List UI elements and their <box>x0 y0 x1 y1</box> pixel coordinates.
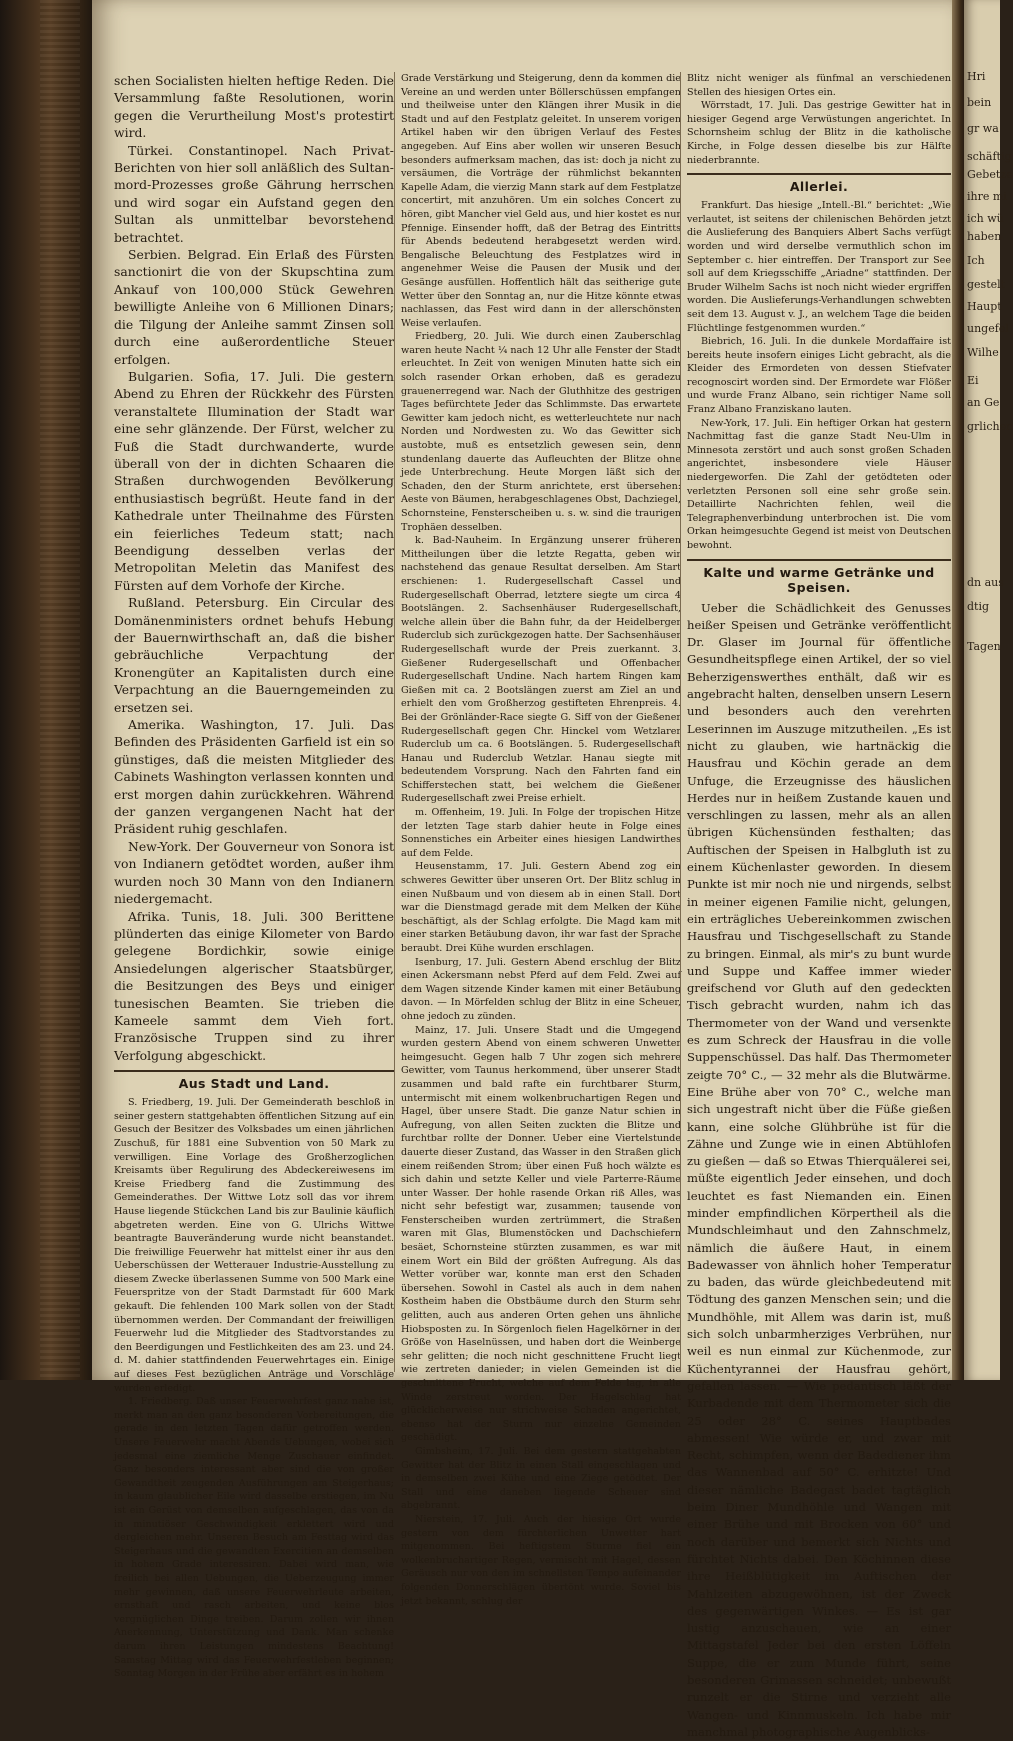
newspaper-page <box>92 0 964 1739</box>
adjacent-fragment: gestelt <box>967 278 1006 291</box>
adjacent-fragment: Tagen <box>967 640 1001 653</box>
article-gimbsheim: Gimbsheim, 17. Juli. Bei dem gestern stattgehabten Gewitter hat der Blitz in einen Stall eingeschlagen und in demselben zwei Kühe und eine Ziege getödtet. Der Stall und eine daneben liegende Scheuer sind abgebrannt. <box>401 1445 681 1512</box>
adjacent-fragment: haben <box>967 230 1002 243</box>
column-right <box>680 72 951 1739</box>
article-heusenstamm: Heusenstamm, 17. Juli. Gestern Abend zog ein schweres Gewitter über unseren Ort. Der Blitz schlug in einen Nußbaum und von diesem ab in einen Stall. Dort war die Dienstmagd gerade mit dem Melken der Kühe beschäftigt, als der Schlag erfolgte. Die Magd kam mit einer starken Betäubung davon, ihr war fast der Sprache beraubt. Drei Kühe wurden erschlagen. <box>401 861 681 954</box>
article-new-york-storm: New-York, 17. Juli. Ein heftiger Orkan hat gestern Nachmittag fast die ganze Stadt Neu-Ulm in Minnesota zerstört und auch sonst großen Schaden angerichtet, insbesondere viele Häuser niedergeworfen. Die Zahl der getödteten oder verletzten Personen soll eine sehr große sein. Detaillirte Nachrichten fehlen, weil die Telegraphenverbindung unterbrochen ist. Die vom Orkan heimgesuchte Gegend ist meist von Deutschen bewohnt. <box>687 417 951 551</box>
section-heading-allerlei: Allerlei. <box>687 173 951 194</box>
article-mainz: Mainz, 17. Juli. Unsere Stadt und die Umgegend wurden gestern Abend von einem schweren Unwetter heimgesucht. Gegen halb 7 Uhr zogen sich mehrere Gewitter, vom Taunus herkommend, über unserer Stadt zusammen und bald rafte ein furchtbarer Sturm, untermischt mit einem wolkenbruchartigen Regen und Hagel, über unsere Stadt. Die ganze Natur schien in Aufregung, von allen Seiten zuckten die Blitze und furchtbar rollte der Donner. Ueber eine Viertelstunde dauerte dieser Zustand, das Wasser in den Straßen glich einem reißenden Strom; über einen Fuß hoch wälzte es sich dahin und setzte Keller und viele Parterre-Räume unter Wasser. Der hohle rasende Orkan riß Alles, was nicht sehr befestigt war, zusammen; tausende von Fensterscheiben wurden zertrümmert, die Straßen waren mit Glas, Blumenstöcken und Dachschiefern besäet, Schornsteine stürzten zusammen, es war mit einem Wort ein Bild der größten Aufregung. Als das Wetter vorüber war, konnte man erst den Schaden übersehen. Sowohl in Castel als auch in dem nahen Kostheim haben die Obstbäume durch den Sturm sehr gelitten, auch aus anderen Orten gehen uns ähnliche Hiobsposten zu. In Sörgenloch fielen Hagelkörner in der Größe von Haselnüssen, und haben dort die Weinberge sehr gelitten; die noch nicht geschnittene Frucht liegt wie zertreten danieder; in vielen Gemeinden ist die geschnittene Frucht, welche auf dem Felde lag, in alle Winde zerstreut worden. Der Hagelschlag hat glücklicherweise nur strichweise Schaden angerichtet, ebenso hat der Sturm nur einzelne Gemeinden geschädigt. <box>401 1024 681 1444</box>
adjacent-fragment: grlichen <box>967 420 1013 433</box>
adjacent-fragment: Haupt <box>967 300 1002 313</box>
article-isenburg: Isenburg, 17. Juli. Gestern Abend erschlug der Blitz einen Ackersmann nebst Pferd auf dem Feld. Zwei auf dem Wagen sitzende Kinder kamen mit einer Betäubung davon. — In Mörfelden schlug der Blitz in eine Scheuer, ohne jedoch zu zünden. <box>401 956 681 1022</box>
article-new-york: New-York. Der Gouverneur von Sonora ist von Indianern getödtet worden, außer ihm wurden noch 30 Mann von den Indianern niedergemacht. <box>114 838 394 907</box>
article-turkey: Türkei. Constantinopel. Nach Privat-Berichten von hier soll anläßlich des Sultan-mord-Prozesses große Gährung herrschen und wird sogar ein Aufstand gegen den Sultan als unmittelbar bevorstehend betrachtet. <box>114 142 394 245</box>
adjacent-fragment: bein <box>967 96 992 109</box>
section-heading-getraenke: Kalte und warme Getränke und Speisen. <box>687 559 951 595</box>
article-nierstein: Nierstein, 17. Juli. Auch der hiesige Ort wurde gestern von dem fürchterlichen Unwetter hart mitgenommen. Bei heftigstem Sturme fiel ein wolkenbruchartiger Regen, vermischt mit Hagel, dessen Geräusch nur von den im schnellsten Tempo aufeinander folgenden Donnerschlägen übertönt wurde. Soviel bis jetzt bekannt, schlug der <box>401 1513 681 1607</box>
article-woerrstadt: Wörrstadt, 17. Juli. Das gestrige Gewitter hat in hiesiger Gegend arge Verwüstungen angerichtet. In Schornsheim schlug der Blitz in die katholische Kirche, in Folge dessen dieselbe bis zur Hälfte niederbrannte. <box>687 100 951 166</box>
article-russia: Rußland. Petersburg. Ein Circular des Domänenministers ordnet behufs Hebung der Bauernwirthschaft an, daß die bisher gebräuchliche Verpachtung der Kronengüter an Kapitalisten durch eine Verpachtung an die Bauerngemeinden zu ersetzen sei. <box>114 595 394 715</box>
adjacent-fragment: schäftig <box>967 150 1012 163</box>
section-heading-stadt-und-land: Aus Stadt und Land. <box>114 1070 394 1091</box>
article-biebrich: Biebrich, 16. Juli. In die dunkele Mordaffaire ist bereits heute insofern einiges Licht gebracht, als die Kleider des Ermordeten von dessen Stiefvater recognoscirt worden sind. Der Ermordete war Flößer und wurde Franz Albano, sein richtiger Name soll Franz Albano Franziskano lauten. <box>687 336 951 416</box>
article-america: Amerika. Washington, 17. Juli. Das Befinden des Präsidenten Garfield ist ein so günstiges, daß die meisten Mitglieder des Cabinets Washington verlassen konnten und erst morgen dahin zurückkehren. Während der ganzen vergangenen Nacht hat der Präsident ruhig geschlafen. <box>114 717 394 837</box>
adjacent-fragment: an Ge <box>967 396 1000 409</box>
adjacent-fragment: gr wa <box>967 122 999 135</box>
article-friedberg-storm: Friedberg, 20. Juli. Wie durch einen Zauberschlag waren heute Nacht ¼ nach 12 Uhr alle Fenster der Stadt erleuchtet. In Zeit von wenigen Minuten hatte sich ein solch rasender Orkan erhoben, daß es geradezu grauenerregend war. Nach der Gluthhitze des gestrigen Tages befürchtete Jeder das Schlimmste. Das erwartete Gewitter kam jedoch nicht, es wetterleuchtete nur nach Norden und Nordwesten zu. Wo das Gewitter sich austobte, muß es entsetzlich gewesen sein, denn stundenlang dauerte das Aufleuchten der Blitze ohne jede Unterbrechung. Heute Morgen läßt sich der Schaden, den der Sturm anrichtete, erst übersehen: Aeste von Bäumen, herabgeschlagenes Obst, Dachziegel, Schornsteine, Fensterscheiben u. s. w. sind die traurigen Trophäen desselben. <box>401 331 681 533</box>
article-africa: Afrika. Tunis, 18. Juli. 300 Berittene plünderten das einige Kilometer von Bardo gelegene Bordichkir, sowie einige Ansiedelungen algerischer Staatsbürger, die Besitzungen des Beys und einiger tunesischen Beamten. Sie trieben die Kameele sammt dem Vieh fort. Französische Truppen sind zu ihrer Verfolgung abgeschickt. <box>114 908 394 1063</box>
article-offenheim: m. Offenheim, 19. Juli. In Folge der tropischen Hitze der letzten Tage starb dahier heute in Folge eines Sonnenstiches ein Arbeiter eines hiesigen Landwirthes auf dem Felde. <box>401 807 681 859</box>
article-friedberg-council: S. Friedberg, 19. Juli. Der Gemeinderath beschloß in seiner gestern stattgehabten öffentlichen Sitzung auf ein Gesuch der Besitzer des Volksbades um einen jährlichen Zuschuß, für 1881 eine Subvention von 50 Mark zu verwilligen. Eine Vorlage des Großherzoglichen Kreisamts über Regulirung des Abdeckereiwesens im Kreise Friedberg fand die Zustimmung des Gemeinderathes. Der Wittwe Lotz soll das vor ihrem Hause liegende Stückchen Land bis zur Baulinie käuflich abgetreten werden. Eine von G. Ulrichs Wittwe beantragte Bauveränderung wurde nicht beanstandet. Die freiwillige Feuerwehr hat mittelst einer ihr aus den Ueberschüssen der Wetterauer Industrie-Ausstellung zu diesem Zwecke überlassenen Summe von 500 Mark eine Feuerspritze von der Stadt Darmstadt für 600 Mark gekauft. Die fehlenden 100 Mark sollen von der Stadt übernommen werden. Der Commandant der freiwilligen Feuerwehr lud die Mitglieder des Stadtvorstandes zu den Beerdigungen und Festlichkeiten des am 23. und 24. d. M. dahier stattfindenden Feuerwehrtages ein. Einige auf dieses Fest bezüglichen Anträge und Vorschläge wurden erledigt. <box>114 1097 394 1394</box>
article-friedberg-fire-brigade: 1. Friedberg. Daß unser Feuerwehrfest ganz nahe ist, merkt man an den ganz besonderen Vorbereitungen, die gerade in den letzten Tagen dafür getroffen werden. Unsere Feuerwehr macht Abends Uebungen, wobei sich jedesmal eine ziemliche Menge Zuschauer einfindet. Ganz besonders interessant aber sind die von großer Gewandtheit zeugenden Ausführungen am Steigerhaus; in kaum glaublicher Eile wird dasselbe erstiegen, im Nu ist ein Gerüst von demselben aufgeschlagen, das von da in minutiöser Geschwindigkeit erklettert wird und dergleichen mehr. Unseren Besuch am Festtag wird das Steigerhaus und die gewandten Exercitien an demselben in hohem Grade interessiren. Dabei wird man, wie freilich bei allen Uebungen, die Ueberzeugung immer mehr gewinnen, daß unsere Feuerwehrleute arbeiten, ernsthaft und rasch arbeiten, und keine blos vergnüglichen Dinge treiben. Darum zollen wir ihnen Anerkennung, Unterstützung und Dank. Man schenke darum ihren Leistungen mindestens Beachtung! Samstag Mittag wird das Feuerwehrfestleben beginnen; Sonntag Morgen in der Frühe aber erfährt es in hohem <box>114 1396 394 1680</box>
adjacent-fragment: Ei <box>967 374 979 387</box>
adjacent-fragment: Wilhe <box>967 346 999 359</box>
column-left <box>114 72 394 1680</box>
article-bad-nauheim-regatta: k. Bad-Nauheim. In Ergänzung unserer früheren Mittheilungen über die letzte Regatta, geben wir nachstehend das genaue Resultat derselben. Am Start erschienen: 1. Rudergesellschaft Cassel und Rudergesellschaft Oberrad, letztere siegte um circa 4 Bootslängen. 2. Sachsenhäuser Rudergesellschaft, welche allein über die Bahn fuhr, da der Heidelberger Ruderclub sich zurückgezogen hatte. Der Sachsenhäuser Rudergesellschaft wurde der Preis zuerkannt. 3. Gießener Rudergesellschaft und Offenbacher Rudergesellschaft Undine. Nach hartem Ringen kam Gießen mit ca. 2 Bootslängen zuerst am Ziel an und erhielt den vom Großherzog gestifteten Ehrenpreis. 4. Bei der Grönländer-Race siegte G. Siff von der Gießener Rudergesellschaft gegen Chr. Hinckel vom Wetzlarer Ruderclub um ca. 6 Bootslängen. 5. Rudergesellschaft Hanau und Ruderclub Wetzlar. Hanau siegte mit bedeutendem Vorsprung. Nach den Fahrten fand ein Schifferstechen statt, bei welchem die Gießener Rudergesellschaft zwei Preise erhielt. <box>401 535 681 805</box>
adjacent-fragment: ich wü <box>967 212 1004 225</box>
article-serbia: Serbien. Belgrad. Ein Erlaß des Fürsten sanctionirt die von der Skupschtina zum Ankauf von 100,000 Stück Gewehren bewilligte Anleihe von 6 Millionen Dinars; die Tilgung der Anleihe sammt Zinsen soll durch eine außerordentliche Steuer erfolgen. <box>114 247 394 367</box>
adjacent-page-edge <box>964 0 1013 1380</box>
article-fest-continued: Grade Verstärkung und Steigerung, denn da kommen die Vereine an und werden unter Böllerschüssen empfangen und theilweise unter den Klängen ihrer Musik in die Stadt und auf den Festplatz geleitet. In unserem vorigen Artikel haben wir den übrigen Verlauf des Festes angegeben. Auf Eins aber wollen wir unseren Besuch besonders aufmerksam machen, das ist: doch ja nicht zu versäumen, die Vorträge der rühmlichst bekannten Kapelle Adam, die vierzig Mann stark auf dem Festplatze concertirt, mit anzuhören. Um ein solches Concert zu hören, gibt Mancher viel Geld aus, und hier kostet es nur Pfennige. Einsender hofft, daß der Betrag des Eintritts für Abends bedeutend herabgesetzt werden wird. Bengalische Beleuchtung des Festplatzes wird in angenehmer Weise die Pausen der Musik und der Gesänge ausfüllen. Hoffentlich hält das seitherige gute Wetter über den Sonntag an, nur die Hitze könnte etwas nachlassen, das Fest wird dann in der allerschönsten Weise verlaufen. <box>401 73 681 329</box>
adjacent-fragment: ihre mi <box>967 190 1007 203</box>
column-middle <box>394 72 681 1607</box>
adjacent-fragment: Hri <box>967 70 986 83</box>
article-hot-food: Ueber die Schädlichkeit des Genusses heißer Speisen und Getränke veröffentlicht Dr. Glaser im Journal für öffentliche Gesundheitspflege einen Artikel, der so viel Beherzigenswerthes enthält, daß wir es angebracht halten, denselben unsern Lesern und besonders auch den verehrten Leserinnen im Auszuge mitzutheilen. „Es ist nicht zu glauben, wie hartnäckig die Hausfrau und Köchin gerade an dem Unfuge, die Erzeugnisse des häuslichen Herdes nur in heißem Zustande kauen und verschlingen zu lassen, mehr als an allen übrigen Küchensünden festhalten; das Auftischen der Speisen in Halbgluth ist zu einem Küchenlaster geworden. In diesem Punkte ist mir noch nie und nirgends, selbst in meiner eigenen Familie nicht, gelungen, ein erträgliches Uebereinkommen zwischen Hausfrau und Tischgesellschaft zu Stande zu bringen. Einmal, als mir's zu bunt wurde und Suppe und Kaffee immer wieder greifschend vor Gluth auf den gedeckten Tisch gebracht wurden, nahm ich das Thermometer von der Wand und versenkte es zum Schreck der Hausfrau in die volle Suppenschüssel. Das half. Das Thermometer zeigte 70° C., — 32 mehr als die Blutwärme. Eine Brühe aber von 70° C., welche man sich ungestraft nicht über die Füße gießen kann, eine solche Glühbrühe ist für die Zähne und Zunge wie in einen Abtühlofen zu gießen — daß so Etwas Thierquälerei sei, müßte eigentlich Jeder einsehen, und doch leuchtet es fast Niemanden ein. Einen minder empfindlichen Körpertheil als die Mundschleimhaut und den Zahnschmelz, nämlich die äußere Haut, in einem Badewasser von ähnlich hoher Temperatur zu baden, das würde gleichbedeutend mit Tödtung des ganzen Menschen sein; und die Mundhöhle, mit Allem was darin ist, muß sich solch unbarmherziges Verbrühen, nur weil es nun einmal zur Küchenmode, zur Küchentyrannei der Hausfrau gehört, gefallen lassen. — Wie pedantisch läßt der Kurbadende mit dem Thermometer sich die 25 oder 28° C. seines Hauptbades abmessen! Wie würde er, und zwar mit Recht, schimpfen, wenn der Badediener ihm das Wannenbad auf 50° C. erhitzte! Und dieser nämliche Badegast badet tagtäglich beim Diner Mundhöhle und Wangen mit einer Brühe und mit Brocken von 60° und noch darüber und bemerkt sich Nichts und fürchtet Nichts dabei. Den Köchinnen diese ihre Heißblütigkeit im Auftischen der Mahlzeiten abzugewöhnen, ist der Zweck des gegenwärtigen Winkes. — Es ist gar lustig anzuschauen, wie an einer Mittagstafel Jeder bei den ersten Löffeln Suppe, die er zum Munde führt, seine besonderen Grimassen schneidet; unbewußt runzelt er die Stirne und verzieht alle Wangen- und Kinnmuskeln. Ich habe mir manchmal photographische Augenblicks- <box>687 600 951 1739</box>
adjacent-fragment: Ich <box>967 254 985 267</box>
article-bulgaria: Bulgarien. Sofia, 17. Juli. Die gestern Abend zu Ehren der Rückkehr des Fürsten veranstaltete Illumination der Stadt war eine sehr glänzende. Der Fürst, welcher zu Fuß die Stadt durchwanderte, wurde überall von der in dichten Schaaren die Straßen durchwogenden Bevölkerung enthusiastisch begrüßt. Heute fand in der Kathedrale unter Theilnahme des Fürsten ein feierliches Tedeum statt; nach Beendigung desselben verlas der Metropolitan Meletin das Manifest des Fürsten auf dem Vorhofe der Kirche. <box>114 368 394 593</box>
adjacent-fragment: ungefel <box>967 322 1009 335</box>
article-socialists: schen Socialisten hielten heftige Reden. Die Versammlung faßte Resolutionen, worin gegen die Verurtheilung Most's protestirt wird. <box>114 73 394 141</box>
article-nierstein-continued: Blitz nicht weniger als fünfmal an verschiedenen Stellen des hiesigen Ortes ein. <box>687 73 951 98</box>
adjacent-fragment: Gebetze <box>967 168 1013 181</box>
article-frankfurt: Frankfurt. Das hiesige „Intell.-Bl.“ berichtet: „Wie verlautet, ist seitens der chilenischen Behörden jetzt die Auslieferung des Banquiers Albert Sachs verfügt worden und wird derselbe vermuthlich schon im September c. hier eintreffen. Der Transport zur See soll auf dem Kriegsschiffe „Ariadne“ stattfinden. Der Bruder Wilhelm Sachs ist noch nicht wieder ergriffen worden. Die Auslieferungs-Verhandlungen schwebten seit dem 13. August v. J., an welchem Tage die beiden Flüchtlinge festgenommen wurden.“ <box>687 200 951 334</box>
adjacent-fragment: dn aus <box>967 576 1004 589</box>
adjacent-fragment: dtig <box>967 600 990 613</box>
book-binding <box>0 0 92 1380</box>
